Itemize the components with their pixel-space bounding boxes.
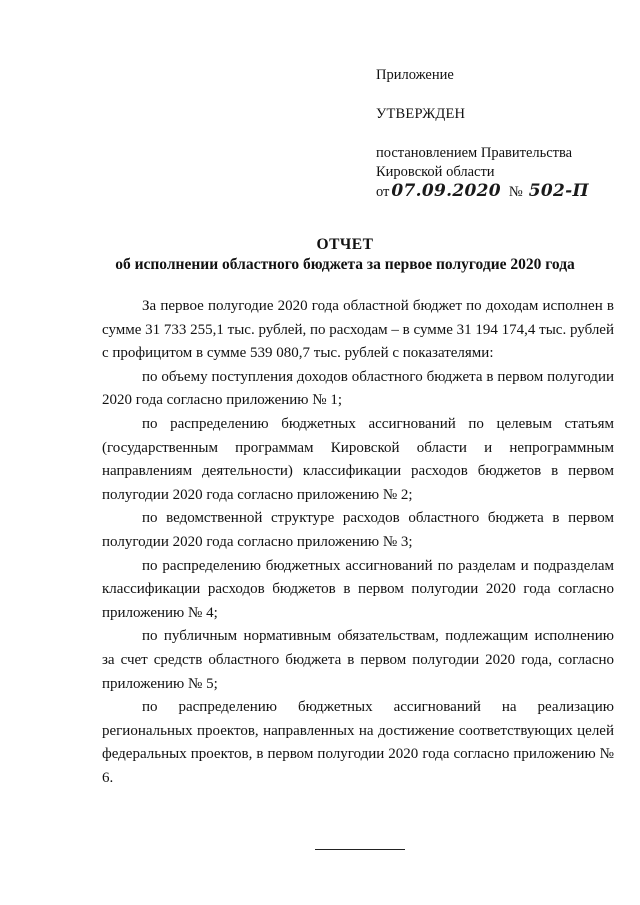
title-line-2: об исполнении областного бюджета за первое полугодие 2020 года: [115, 256, 575, 273]
from-label: от: [376, 184, 390, 200]
resolution-line-1: постановлением Правительства: [376, 145, 573, 161]
paragraph-summary: За первое полугодие 2020 года областной бюджет по доходам исполнен в сумме 31 733 255,1 тыс. рублей, по расходам – в сумме 31 194 174,4 тыс. рублей с профицитом в сумме 539 080,7 тыс. рублей с показателями:: [102, 298, 614, 362]
handwritten-date: 07.09.2020: [391, 181, 501, 201]
paragraph-item-3: по ведомственной структуре расходов областного бюджета в первом полугодии 2020 года согласно приложению № 3;: [102, 510, 614, 550]
approval-block: [376, 66, 616, 202]
title-line-1: ОТЧЕТ: [316, 236, 374, 253]
end-divider-line: [315, 849, 405, 850]
paragraph-item-1: по объему поступления доходов областного бюджета в первом полугодии 2020 года согласно приложению № 1;: [102, 368, 614, 409]
number-sign: №: [508, 184, 523, 200]
paragraph-item-4: по распределению бюджетных ассигнований по разделам и подразделам классификации расходов бюджетов в первом полугодии 2020 года согласно приложению № 4;: [102, 557, 614, 621]
appendix-label: Приложение: [376, 67, 454, 83]
paragraph-item-2: по распределению бюджетных ассигнований по целевым статьям (государственным программам Кировской области и непрограммным направлениям деятельности) классификации расходов бюджетов в первом полугодии 2020 года согласно приложению № 2;: [102, 415, 614, 503]
date-number-line: [376, 182, 616, 202]
report-body: [102, 295, 614, 790]
approved-label: УТВЕРЖДЕН: [376, 106, 466, 122]
handwritten-number: 502-П: [528, 181, 589, 201]
resolution-line-2: Кировской области: [376, 164, 495, 180]
paragraph-item-5: по публичным нормативным обязательствам, подлежащим исполнению за счет средств областного бюджета в первом полугодии 2020 года, согласно приложению № 5;: [102, 628, 614, 692]
paragraph-item-6: по распределению бюджетных ассигнований на реализацию региональных проектов, направленных на достижение соответствующих целей федеральных проектов, в первом полугодии 2020 года согласно приложению № 6.: [102, 699, 614, 786]
report-title: [60, 235, 630, 275]
